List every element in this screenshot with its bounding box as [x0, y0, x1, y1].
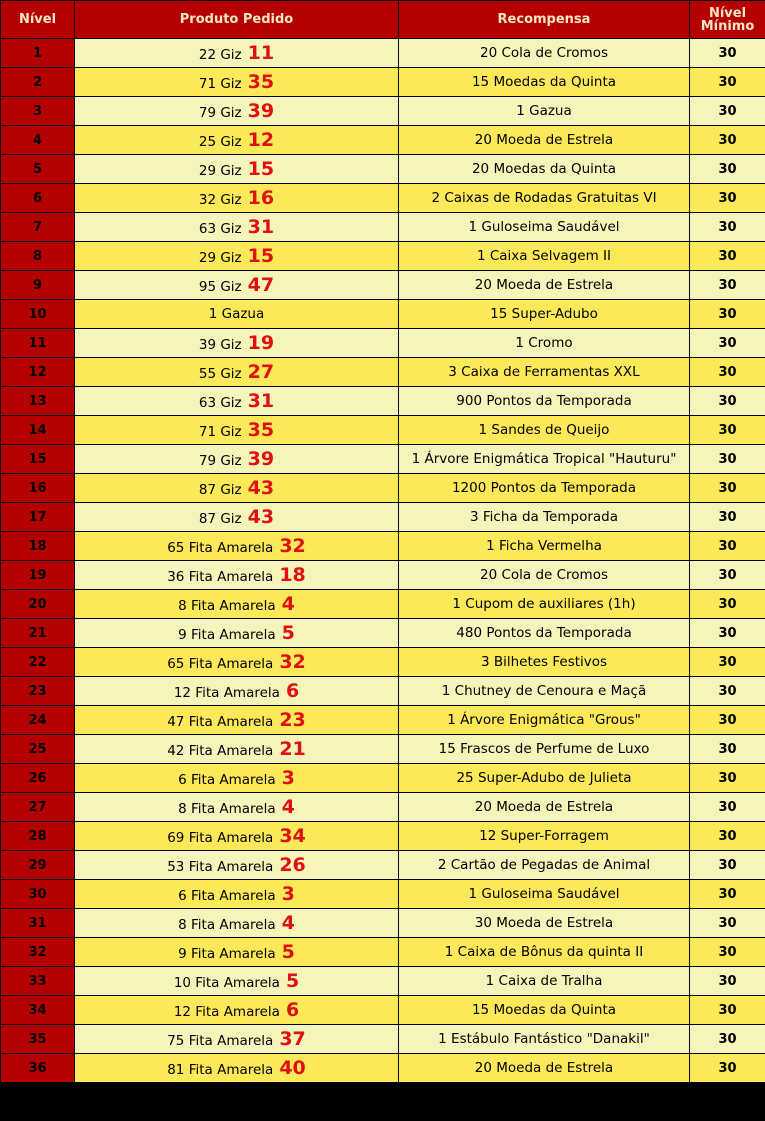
table-row [1, 677, 765, 706]
product-quantity: 9 Fita Amarela [178, 946, 276, 962]
minimum-level: 30 [690, 735, 765, 764]
level-number: 31 [1, 909, 75, 938]
reward: 20 Moeda de Estrela [399, 793, 690, 822]
half-quantity: 5 [281, 622, 295, 644]
minimum-level: 30 [690, 242, 765, 271]
table-row [1, 851, 765, 880]
half-quantity: 34 [279, 825, 306, 847]
requested-product [75, 39, 399, 68]
product-quantity: 47 Fita Amarela [167, 714, 274, 730]
half-quantity: 18 [279, 564, 306, 586]
table-row [1, 1025, 765, 1054]
table-row [1, 213, 765, 242]
minimum-level: 30 [690, 155, 765, 184]
level-number: 24 [1, 706, 75, 735]
table-row [1, 822, 765, 851]
level-number: 32 [1, 938, 75, 967]
product-quantity: 95 Giz [198, 279, 242, 295]
half-quantity: 12 [247, 129, 275, 151]
product-quantity: 29 Giz [198, 250, 242, 266]
minimum-level: 30 [690, 445, 765, 474]
half-quantity: 26 [279, 854, 306, 876]
reward: 20 Cola de Cromos [399, 561, 690, 590]
requested-product [75, 909, 399, 938]
requested-product [75, 503, 399, 532]
requested-product [75, 967, 399, 996]
half-quantity: 4 [281, 796, 295, 818]
minimum-level: 30 [690, 677, 765, 706]
table-row [1, 880, 765, 909]
level-number: 20 [1, 590, 75, 619]
product-quantity: 87 Giz [198, 482, 242, 498]
requested-product [75, 822, 399, 851]
requested-product [75, 764, 399, 793]
level-number: 11 [1, 329, 75, 358]
product-quantity: 42 Fita Amarela [167, 743, 274, 759]
level-number: 17 [1, 503, 75, 532]
product-quantity: 8 Fita Amarela [178, 598, 276, 614]
level-number: 10 [1, 300, 75, 329]
level-number: 13 [1, 387, 75, 416]
level-number: 22 [1, 648, 75, 677]
requested-product [75, 358, 399, 387]
table-row [1, 735, 765, 764]
reward: 25 Super-Adubo de Julieta [399, 764, 690, 793]
level-number: 1 [1, 39, 75, 68]
table-row [1, 445, 765, 474]
reward: 20 Moeda de Estrela [399, 1054, 690, 1083]
header-nivel-minimo-line1: Nível [708, 5, 747, 21]
product-quantity: 6 Fita Amarela [178, 772, 276, 788]
level-number: 30 [1, 880, 75, 909]
reward: 1 Sandes de Queijo [399, 416, 690, 445]
level-number: 16 [1, 474, 75, 503]
minimum-level: 30 [690, 1054, 765, 1083]
table-row [1, 97, 765, 126]
table-row [1, 503, 765, 532]
reward: 1 Cupom de auxiliares (1h) [399, 590, 690, 619]
minimum-level: 30 [690, 706, 765, 735]
product-quantity: 29 Giz [198, 163, 242, 179]
requested-product [75, 300, 399, 329]
half-quantity: 35 [247, 419, 275, 441]
table-row [1, 967, 765, 996]
reward: 1 Gazua [399, 97, 690, 126]
reward: 1 Guloseima Saudável [399, 880, 690, 909]
level-number: 2 [1, 68, 75, 97]
half-quantity: 43 [247, 477, 275, 499]
level-number: 29 [1, 851, 75, 880]
requested-product [75, 706, 399, 735]
requested-product [75, 648, 399, 677]
requested-product [75, 155, 399, 184]
minimum-level: 30 [690, 619, 765, 648]
requested-product [75, 126, 399, 155]
reward: 1200 Pontos da Temporada [399, 474, 690, 503]
level-number: 33 [1, 967, 75, 996]
half-quantity: 27 [247, 361, 275, 383]
requested-product [75, 793, 399, 822]
header-nivel-minimo-line2: Mínimo [700, 18, 755, 34]
level-number: 15 [1, 445, 75, 474]
requested-product [75, 68, 399, 97]
reward: 1 Guloseima Saudável [399, 213, 690, 242]
product-quantity: 8 Fita Amarela [178, 917, 276, 933]
minimum-level: 30 [690, 648, 765, 677]
half-quantity: 4 [281, 593, 295, 615]
table-row [1, 1054, 765, 1083]
minimum-level: 30 [690, 1025, 765, 1054]
half-quantity: 21 [279, 738, 306, 760]
table-row [1, 387, 765, 416]
half-quantity: 31 [247, 390, 275, 412]
minimum-level: 30 [690, 909, 765, 938]
product-quantity: 65 Fita Amarela [167, 656, 274, 672]
level-number: 19 [1, 561, 75, 590]
half-quantity: 19 [247, 332, 275, 354]
table-row [1, 184, 765, 213]
half-quantity: 39 [247, 100, 275, 122]
half-quantity: 32 [279, 651, 306, 673]
product-quantity: 22 Giz [198, 47, 242, 63]
reward: 1 Árvore Enigmática "Grous" [399, 706, 690, 735]
minimum-level: 30 [690, 68, 765, 97]
half-quantity: 43 [247, 506, 275, 528]
half-quantity: 35 [247, 71, 275, 93]
reward: 12 Super-Forragem [399, 822, 690, 851]
product-quantity: 36 Fita Amarela [167, 569, 274, 585]
requested-product [75, 474, 399, 503]
requested-product [75, 735, 399, 764]
minimum-level: 30 [690, 590, 765, 619]
minimum-level: 30 [690, 474, 765, 503]
reward: 3 Caixa de Ferramentas XXL [399, 358, 690, 387]
table-row [1, 271, 765, 300]
header-nivel: Nível [1, 1, 75, 39]
level-number: 35 [1, 1025, 75, 1054]
minimum-level: 30 [690, 416, 765, 445]
minimum-level: 30 [690, 996, 765, 1025]
header-recompensa: Recompensa [399, 1, 690, 39]
table-row [1, 561, 765, 590]
table-row [1, 648, 765, 677]
requested-product [75, 590, 399, 619]
requested-product [75, 416, 399, 445]
level-number: 28 [1, 822, 75, 851]
table-row [1, 39, 765, 68]
table-row [1, 793, 765, 822]
level-number: 21 [1, 619, 75, 648]
reward: 1 Caixa de Tralha [399, 967, 690, 996]
level-number: 9 [1, 271, 75, 300]
level-number: 36 [1, 1054, 75, 1083]
product-quantity: 87 Giz [198, 511, 242, 527]
level-number: 18 [1, 532, 75, 561]
level-number: 34 [1, 996, 75, 1025]
minimum-level: 30 [690, 184, 765, 213]
half-quantity: 47 [247, 274, 275, 296]
level-number: 8 [1, 242, 75, 271]
reward: 30 Moeda de Estrela [399, 909, 690, 938]
minimum-level: 30 [690, 764, 765, 793]
product-quantity: 79 Giz [198, 105, 242, 121]
table-row [1, 764, 765, 793]
table-row [1, 619, 765, 648]
product-quantity: 63 Giz [198, 395, 242, 411]
requested-product [75, 445, 399, 474]
table-row [1, 300, 765, 329]
minimum-level: 30 [690, 358, 765, 387]
reward: 15 Frascos de Perfume de Luxo [399, 735, 690, 764]
level-number: 25 [1, 735, 75, 764]
requested-product [75, 1025, 399, 1054]
minimum-level: 30 [690, 97, 765, 126]
level-number: 5 [1, 155, 75, 184]
minimum-level: 30 [690, 271, 765, 300]
minimum-level: 30 [690, 561, 765, 590]
half-quantity: 31 [247, 216, 275, 238]
reward: 20 Moeda de Estrela [399, 126, 690, 155]
half-quantity: 39 [247, 448, 275, 470]
table-row [1, 909, 765, 938]
level-number: 6 [1, 184, 75, 213]
reward: 2 Caixas de Rodadas Gratuitas VI [399, 184, 690, 213]
table-row [1, 416, 765, 445]
product-quantity: 69 Fita Amarela [167, 830, 274, 846]
product-quantity: 12 Fita Amarela [173, 1004, 280, 1020]
product-quantity: 65 Fita Amarela [167, 540, 274, 556]
level-number: 12 [1, 358, 75, 387]
table-row [1, 242, 765, 271]
table-row [1, 358, 765, 387]
level-number: 3 [1, 97, 75, 126]
reward: 900 Pontos da Temporada [399, 387, 690, 416]
half-quantity: 16 [247, 187, 275, 209]
table-row [1, 155, 765, 184]
product-quantity: 79 Giz [198, 453, 242, 469]
minimum-level: 30 [690, 793, 765, 822]
reward: 20 Cola de Cromos [399, 39, 690, 68]
level-number: 4 [1, 126, 75, 155]
requested-product [75, 184, 399, 213]
minimum-level: 30 [690, 851, 765, 880]
minimum-level: 30 [690, 329, 765, 358]
table-row [1, 329, 765, 358]
product-quantity: 53 Fita Amarela [167, 859, 274, 875]
table-row [1, 474, 765, 503]
requested-product [75, 938, 399, 967]
reward: 480 Pontos da Temporada [399, 619, 690, 648]
reward: 1 Árvore Enigmática Tropical "Hauturu" [399, 445, 690, 474]
product-quantity: 1 Gazua [208, 306, 265, 322]
table-row [1, 126, 765, 155]
product-quantity: 55 Giz [198, 366, 242, 382]
minimum-level: 30 [690, 39, 765, 68]
level-number: 26 [1, 764, 75, 793]
half-quantity: 3 [281, 767, 295, 789]
reward: 20 Moedas da Quinta [399, 155, 690, 184]
minimum-level: 30 [690, 938, 765, 967]
reward: 1 Caixa de Bônus da quinta II [399, 938, 690, 967]
table-row [1, 532, 765, 561]
level-number: 27 [1, 793, 75, 822]
requested-product [75, 880, 399, 909]
product-quantity: 25 Giz [198, 134, 242, 150]
half-quantity: 23 [279, 709, 306, 731]
requested-product [75, 271, 399, 300]
minimum-level: 30 [690, 126, 765, 155]
half-quantity: 40 [279, 1057, 306, 1079]
level-number: 23 [1, 677, 75, 706]
reward: 15 Moedas da Quinta [399, 996, 690, 1025]
reward: 20 Moeda de Estrela [399, 271, 690, 300]
half-quantity: 6 [285, 680, 300, 702]
requested-product [75, 213, 399, 242]
reward: 15 Moedas da Quinta [399, 68, 690, 97]
half-quantity: 3 [281, 883, 295, 905]
half-quantity: 37 [279, 1028, 306, 1050]
requested-product [75, 677, 399, 706]
header-row [1, 1, 765, 39]
reward: 1 Caixa Selvagem II [399, 242, 690, 271]
product-quantity: 8 Fita Amarela [178, 801, 276, 817]
requested-product [75, 97, 399, 126]
reward: 1 Ficha Vermelha [399, 532, 690, 561]
half-quantity: 5 [281, 941, 295, 963]
minimum-level: 30 [690, 300, 765, 329]
product-quantity: 71 Giz [198, 76, 242, 92]
requested-product [75, 561, 399, 590]
half-quantity: 5 [285, 970, 300, 992]
reward: 3 Bilhetes Festivos [399, 648, 690, 677]
requested-product [75, 619, 399, 648]
header-nivel-minimo [690, 1, 765, 39]
requested-product [75, 532, 399, 561]
reward: 15 Super-Adubo [399, 300, 690, 329]
requested-product [75, 329, 399, 358]
minimum-level: 30 [690, 387, 765, 416]
product-quantity: 12 Fita Amarela [173, 685, 280, 701]
product-quantity: 32 Giz [198, 192, 242, 208]
product-quantity: 39 Giz [198, 337, 242, 353]
minimum-level: 30 [690, 967, 765, 996]
table-row [1, 590, 765, 619]
half-quantity: 15 [247, 245, 275, 267]
half-quantity: 11 [247, 42, 275, 64]
requested-product [75, 387, 399, 416]
half-quantity: 4 [281, 912, 295, 934]
table-row [1, 938, 765, 967]
header-produto: Produto Pedido [75, 1, 399, 39]
requested-product [75, 851, 399, 880]
product-quantity: 71 Giz [198, 424, 242, 440]
product-quantity: 9 Fita Amarela [178, 627, 276, 643]
reward: 2 Cartão de Pegadas de Animal [399, 851, 690, 880]
product-quantity: 6 Fita Amarela [178, 888, 276, 904]
reward: 1 Cromo [399, 329, 690, 358]
minimum-level: 30 [690, 880, 765, 909]
half-quantity: 15 [247, 158, 275, 180]
product-quantity: 10 Fita Amarela [173, 975, 280, 991]
level-number: 14 [1, 416, 75, 445]
product-quantity: 63 Giz [198, 221, 242, 237]
table-row [1, 68, 765, 97]
half-quantity: 6 [285, 999, 300, 1021]
reward: 1 Estábulo Fantástico "Danakil" [399, 1025, 690, 1054]
requested-product [75, 242, 399, 271]
product-quantity: 75 Fita Amarela [167, 1033, 274, 1049]
half-quantity: 32 [279, 535, 306, 557]
minimum-level: 30 [690, 532, 765, 561]
minimum-level: 30 [690, 213, 765, 242]
minimum-level: 30 [690, 822, 765, 851]
level-number: 7 [1, 213, 75, 242]
reward: 1 Chutney de Cenoura e Maçã [399, 677, 690, 706]
requested-product [75, 1054, 399, 1083]
reward: 3 Ficha da Temporada [399, 503, 690, 532]
minimum-level: 30 [690, 503, 765, 532]
table-row [1, 706, 765, 735]
requested-product [75, 996, 399, 1025]
table-row [1, 996, 765, 1025]
product-quantity: 81 Fita Amarela [167, 1062, 274, 1078]
